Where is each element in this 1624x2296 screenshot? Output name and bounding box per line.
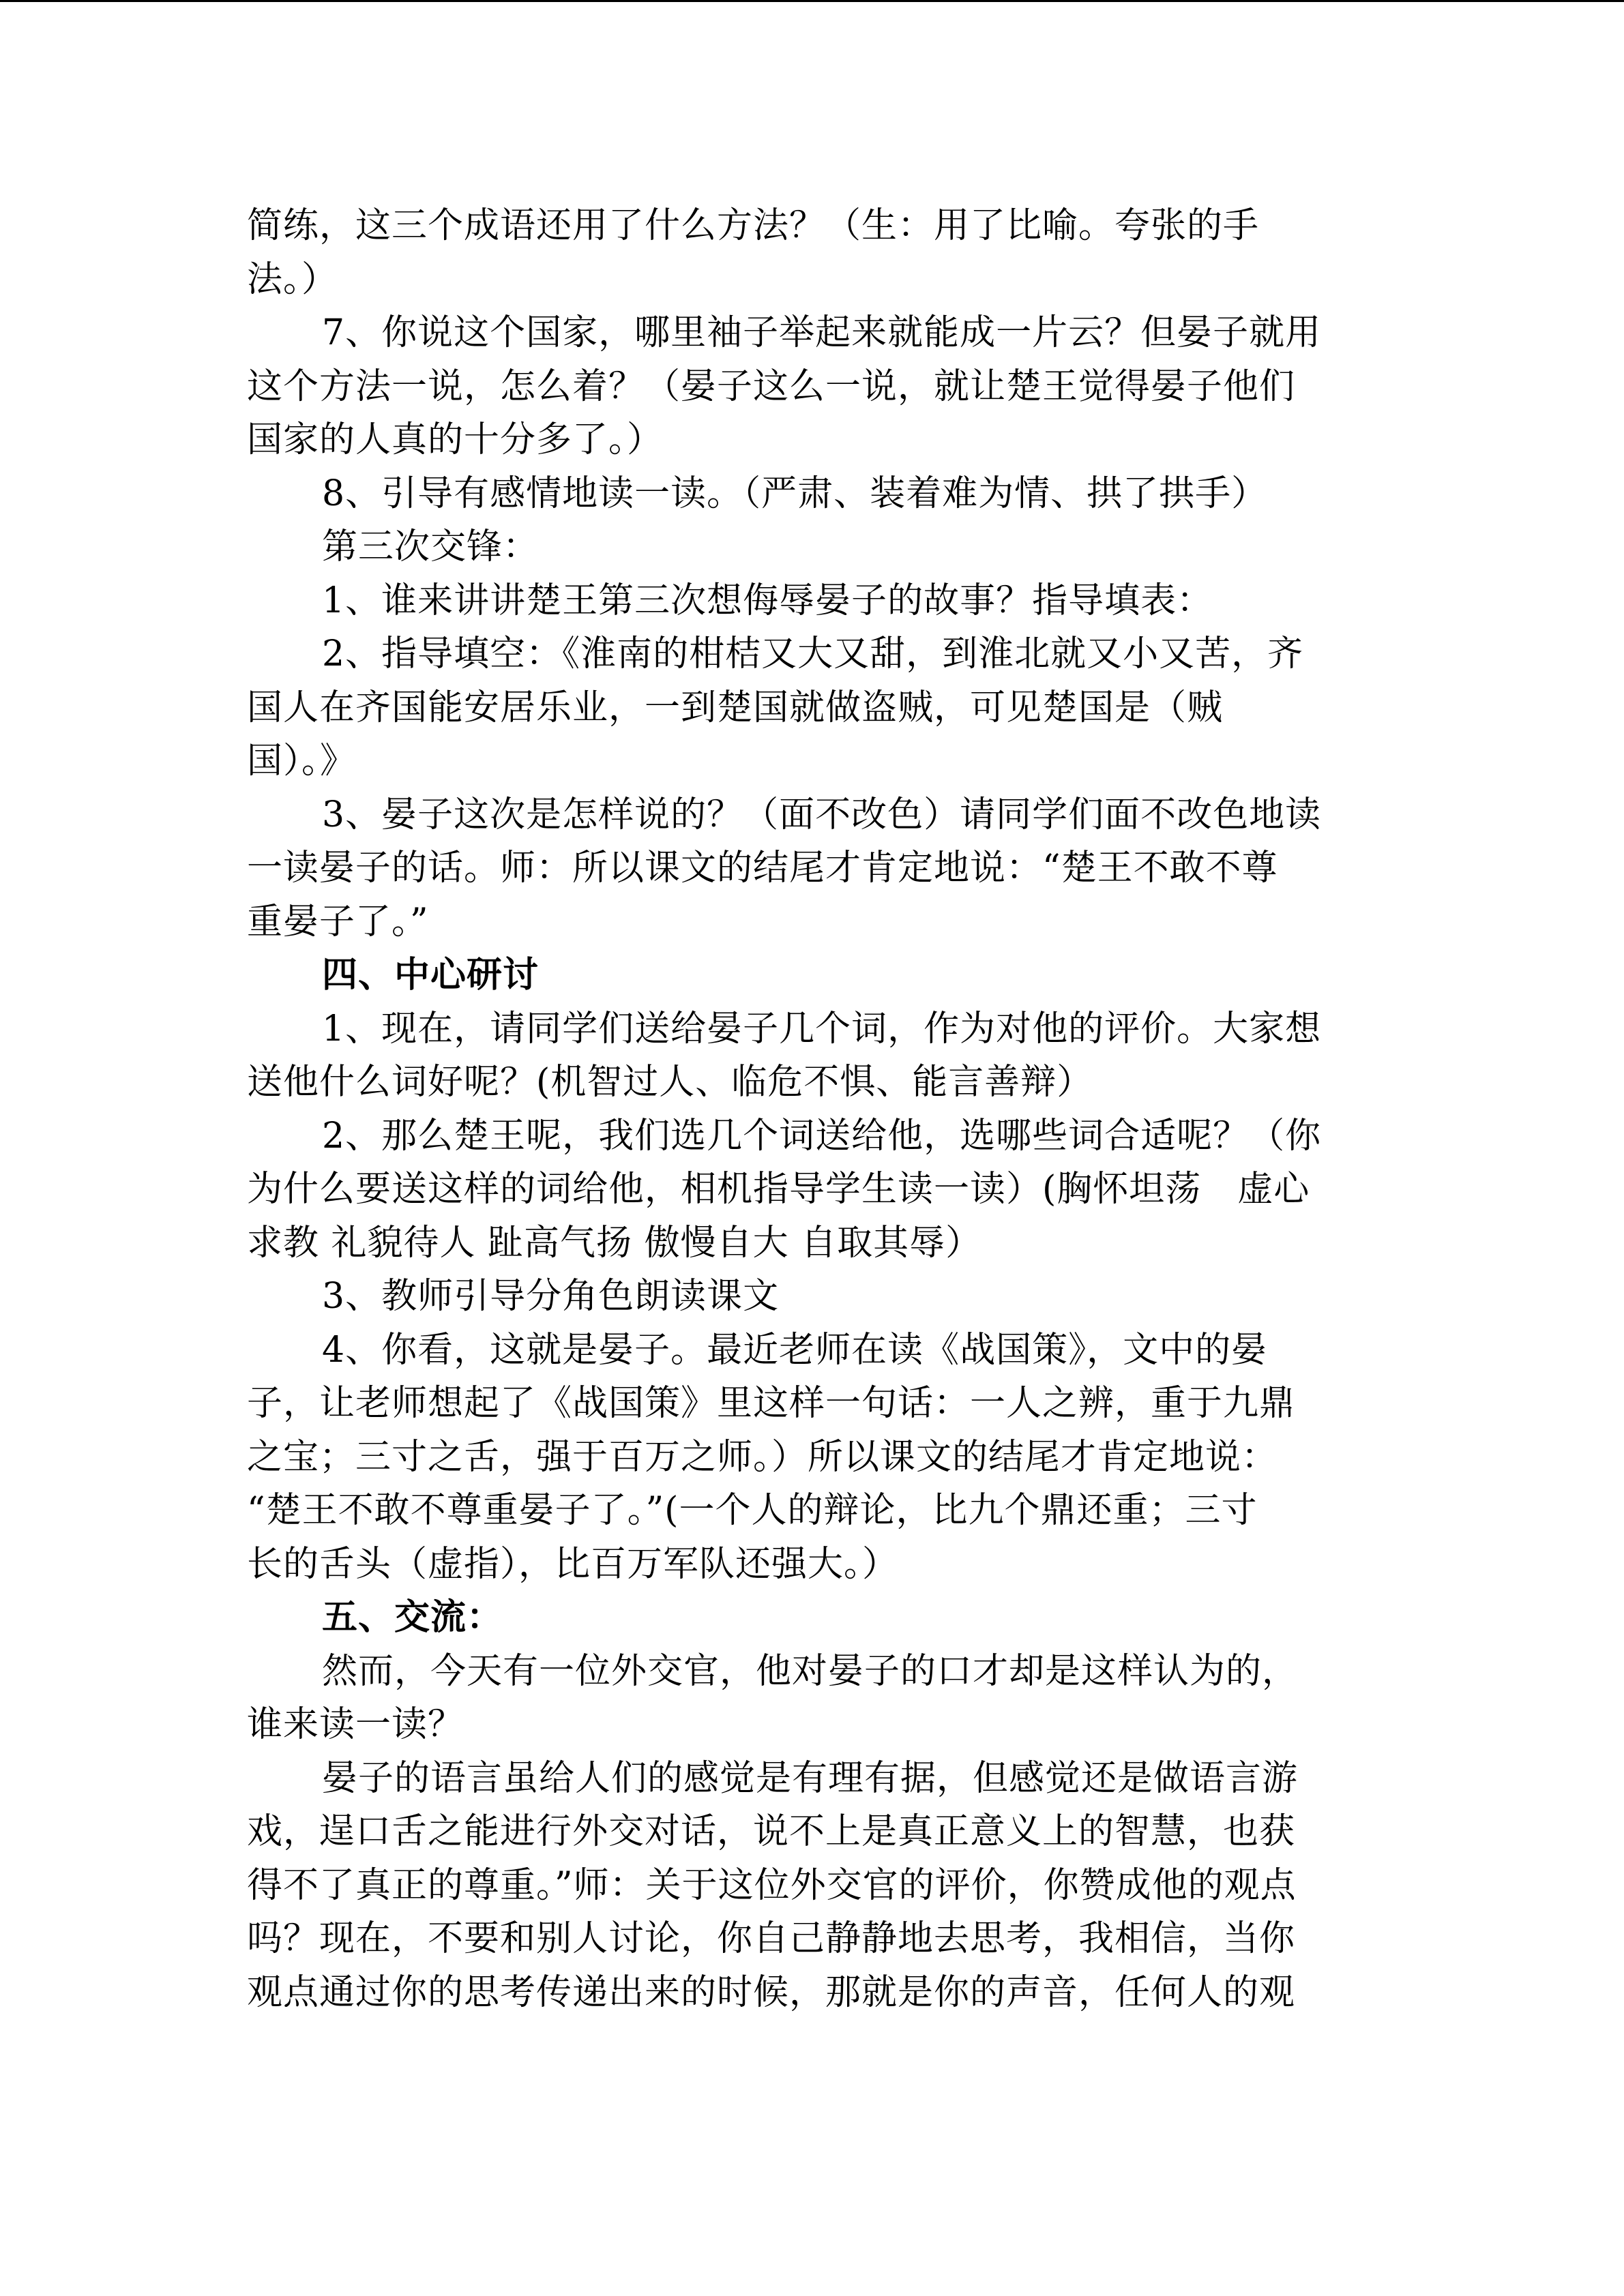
text-line: 7、你说这个国家，哪里袖子举起来就能成一片云？但晏子就用 — [322, 312, 1322, 353]
text-line: 观点通过你的思考传递出来的时候，那就是你的声音，任何人的观 — [247, 1971, 1296, 2013]
text-line: 晏子的语言虽给人们的感觉是有理有据，但感觉还是做语言游 — [322, 1757, 1299, 1799]
text-line: 然而，今天有一位外交官，他对晏子的口才却是这样认为的， — [322, 1650, 1299, 1692]
text-line: 长的舌头（虚指），比百万军队还强大。） — [247, 1543, 899, 1585]
text-line: 1、现在，请同学们送给晏子几个词，作为对他的评价。大家想 — [322, 1008, 1322, 1049]
text-line: 2、那么楚王呢，我们选几个词送给他，选哪些词合适呢？（你 — [322, 1115, 1322, 1157]
text-line: 子，让老师想起了《战国策》里这样一句话：一人之辨，重于九鼎 — [247, 1383, 1296, 1424]
text-line: 一读晏子的话。师：所以课文的结尾才肯定地说：“楚王不敢不尊 — [247, 848, 1278, 889]
text-line: 求教 礼貌待人 趾高气扬 傲慢自大 自取其辱） — [247, 1222, 982, 1264]
top-border-line — [0, 0, 1624, 2]
text-line: 法。） — [247, 258, 338, 300]
text-line: 戏，逞口舌之能进行外交对话，说不上是真正意义上的智慧，也获 — [247, 1811, 1296, 1852]
section-heading: 五、交流： — [322, 1596, 503, 1638]
text-line: 第三次交锋： — [322, 526, 540, 567]
text-line: 重晏子了。” — [247, 901, 429, 942]
text-line: 8、引导有感情地读一读。（严肃、装着难为情、拱了拱手） — [322, 473, 1268, 514]
text-line: 国人在齐国能安居乐业，一到楚国就做盗贼，可见楚国是（贼 — [247, 687, 1224, 728]
text-line: 得不了真正的尊重。”师：关于这位外交官的评价，你赞成他的观点 — [247, 1864, 1297, 1906]
document-page — [247, 199, 1379, 2019]
text-line: 4、你看，这就是晏子。最近老师在读《战国策》，文中的晏 — [322, 1329, 1268, 1371]
text-line: 国）。》 — [247, 741, 357, 781]
text-line: 国家的人真的十分多了。） — [247, 419, 664, 460]
text-line: 2、指导填空：《淮南的柑桔又大又甜，到淮北就又小又苦，齐 — [322, 633, 1304, 674]
text-line: “楚王不敢不尊重晏子了。”(一个人的辩论，比九个鼎还重；三寸 — [247, 1490, 1258, 1531]
text-line: 3、教师引导分角色朗读课文 — [322, 1276, 780, 1317]
text-line: 谁来读一读？ — [247, 1704, 464, 1745]
text-line: 1、谁来讲讲楚王第三次想侮辱晏子的故事？指导填表： — [322, 580, 1213, 621]
section-heading: 四、中心研讨 — [322, 954, 540, 996]
text-line: 送他什么词好呢？(机智过人、临危不惧、能言善辩） — [247, 1062, 1093, 1103]
text-line: 简练，这三个成语还用了什么方法？（生：用了比喻。夸张的手 — [247, 205, 1260, 246]
text-line: 为什么要送这样的词给他，相机指导学生读一读）(胸怀坦荡 虚心 — [247, 1169, 1310, 1210]
text-line: 吗？现在，不要和别人讨论，你自己静静地去思考，我相信，当你 — [247, 1918, 1296, 1959]
text-line: 之宝；三寸之舌，强于百万之师。）所以课文的结尾才肯定地说： — [247, 1436, 1278, 1478]
text-line: 这个方法一说，怎么着？（晏子这么一说，就让楚王觉得晏子他们 — [247, 366, 1296, 407]
text-line: 3、晏子这次是怎样说的？（面不改色）请同学们面不改色地读 — [322, 794, 1322, 835]
